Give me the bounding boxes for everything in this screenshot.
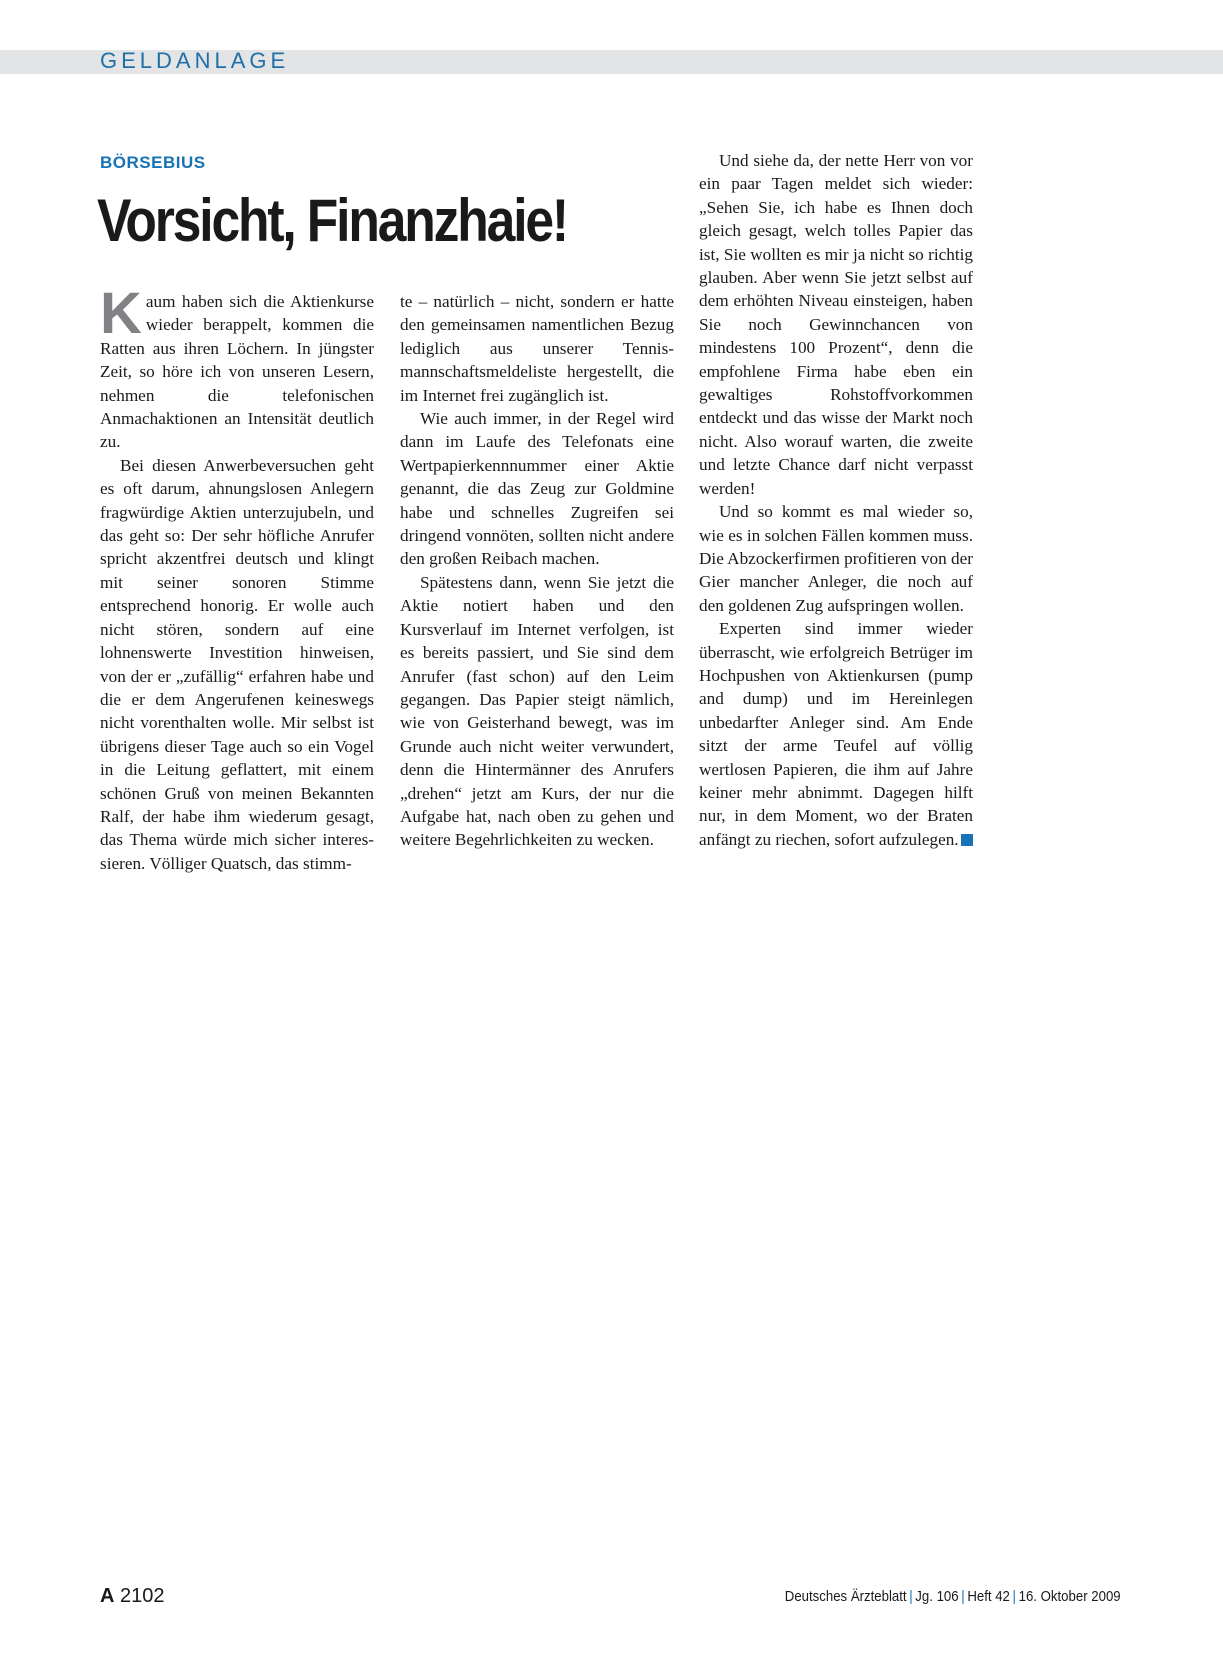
- journal-issue: Heft 42: [967, 1588, 1011, 1605]
- separator: |: [1012, 1588, 1017, 1605]
- article-column-2: [400, 290, 674, 852]
- separator: |: [909, 1588, 914, 1605]
- paragraph-7: Und so kommt es mal wieder so, wie es in solchen Fällen kommen muss. Die Abzockerfirmen profitieren von der Gier mancher Anleger, die noch auf den goldenen Zug aufspringen wollen.: [699, 502, 973, 615]
- journal-volume: Jg. 106: [915, 1588, 959, 1605]
- paragraph-5: Spätestens dann, wenn Sie jetzt die Aktie notiert haben und den Kursverlauf im Internet verfolgen, ist es bereits passiert, und Sie sind dem Anrufer (fast schon) auf den Leim gegangen. Das Papier steigt nämlich, wie von Geisterhand bewegt, was im Grunde auch nicht weiter verwundert, denn die Hintermänner des Anrufers „drehen“ jetzt am Kurs, der nur die Aufgabe hat, nach oben zu gehen und weitere Begehrlichkeiten zu wecken.: [400, 572, 674, 850]
- page-number-value: 2102: [120, 1585, 165, 1607]
- paragraph-4: Wie auch immer, in der Regel wird dann im Laufe des Telefonats eine Wertpapierkennnummer einer Aktie genannt, die das Zeug zur Goldmine habe und schnelles Zugreifen sei dringend vonnöten, sollten nicht andere den großen Reibach machen.: [400, 409, 674, 569]
- paragraph-2: Bei diesen Anwerbeversuchen geht es oft darum, ahnungslosen Anlegern fragwürdige Aktien unterzujubeln, und das geht so: Der sehr höfliche Anrufer spricht akzentfrei deutsch und klingt mit seiner sonoren Stimme entsprechend honorig. Er wolle auch nicht stören, sondern auf eine lohnenswerte Investition hinweisen, von der er „zufällig“ erfahren habe und die er dem Angerufenen keineswegs nicht vorenthalten wolle. Mir selbst ist übrigens dieser Tage auch so ein Vogel in die Leitung geflattert, mit einem schönen Gruß von meinen Bekannten Ralf, der habe ihm wiederum gesagt, das Thema würde mich sicher interessieren. Völliger Quatsch, das stimm-: [100, 455, 374, 873]
- journal-name: Deutsches Ärzteblatt: [785, 1588, 907, 1605]
- article-headline: Vorsicht, Finanzhaie!: [97, 187, 567, 254]
- separator: |: [961, 1588, 966, 1605]
- column-kicker: BÖRSEBIUS: [100, 153, 206, 172]
- article-column-1: [100, 281, 374, 875]
- journal-citation: [785, 1588, 1121, 1605]
- paragraph-8: [699, 617, 973, 851]
- paragraph-text: Experten sind immer wieder überrascht, wie erfolgreich Betrüger im Hochpushen von Aktienkursen (pump and dump) und im Hereinlegen unbedarfter Anleger sind. Am Ende sitzt der arme Teufel auf völlig wertlosen Papieren, die ihm auf Jahre keiner mehr abnimmt. Dagegen hilft nur, in dem Moment, wo der Braten anfängt zu riechen, sofort aufzulegen.: [699, 619, 973, 849]
- drop-cap: K: [100, 281, 142, 346]
- end-of-article-square-icon: [961, 834, 973, 846]
- issue-date: 16. Oktober 2009: [1018, 1588, 1121, 1605]
- page-number: [100, 1585, 165, 1608]
- paragraph-3: te – natürlich – nicht, sondern er hatte den gemeinsamen namentlichen Bezug lediglich aus unserer Tennismannschaftsmeldeliste hergestellt, die im Internet frei zugänglich ist.: [400, 292, 674, 405]
- paragraph-1: [100, 281, 374, 454]
- article-column-3: [699, 149, 973, 851]
- section-label: GELDANLAGE: [100, 48, 290, 73]
- paragraph-text: aum haben sich die Aktienkurse wieder berappelt, kommen die Ratten aus ihren Löchern. In jüngster Zeit, so höre ich von unseren Lesern, nehmen die telefonischen Anmachaktionen an Intensität deutlich zu.: [100, 292, 374, 452]
- page-prefix: A: [100, 1585, 115, 1607]
- paragraph-6: Und siehe da, der nette Herr von vor ein paar Tagen meldet sich wieder: „Sehen Sie, ich habe es Ihnen doch gleich gesagt, welch tolles Papier das ist, Sie wollten es mir ja nicht so richtig glauben. Aber wenn Sie jetzt selbst auf dem erhöhten Niveau einsteigen, haben Sie noch Gewinnchancen von mindestens 100 Prozent“, denn die empfohlene Firma habe eben ein gewaltiges Rohstoffvorkommen entdeckt und das wisse der Markt noch nicht. Also worauf warten, die zweite und letzte Chance darf nicht verpasst werden!: [699, 151, 973, 498]
